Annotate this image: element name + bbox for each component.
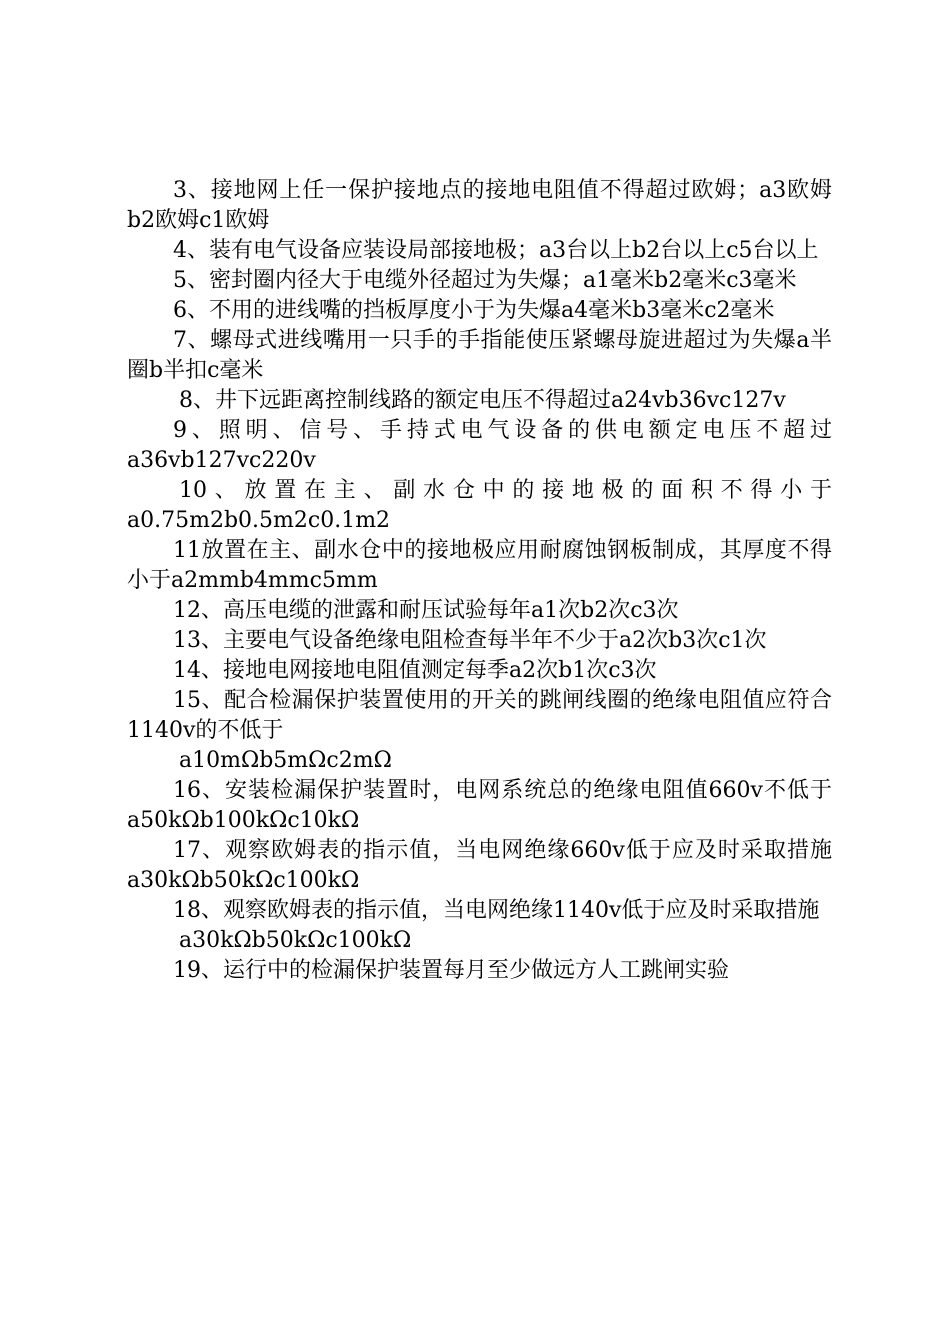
paragraph-item-10: 10、放置在主、副水仓中的接地极的面积不得小于a0.75m2b0.5m2c0.1m2 bbox=[127, 478, 832, 533]
paragraph-item-17: 17、观察欧姆表的指示值，当电网绝缘660v低于应及时采取措施a30kΩb50kΩc100kΩ bbox=[127, 838, 832, 893]
paragraph-item-15: 15、配合检漏保护装置使用的开关的跳闸线圈的绝缘电阻值应符合1140v的不低于 bbox=[127, 688, 832, 743]
paragraph-item-3: 3、接地网上任一保护接地点的接地电阻值不得超过欧姆；a3欧姆b2欧姆c1欧姆 bbox=[127, 178, 832, 233]
paragraph-item-15-options: a10mΩb5mΩc2mΩ bbox=[179, 748, 392, 773]
paragraph-item-11: 11放置在主、副水仓中的接地极应用耐腐蚀钢板制成，其厚度不得小于a2mmb4mmc5mm bbox=[127, 538, 832, 593]
paragraph-item-7: 7、螺母式进线嘴用一只手的手指能使压紧螺母旋进超过为失爆a半圈b半扣c毫米 bbox=[127, 328, 832, 383]
paragraph-item-13: 13、主要电气设备绝缘电阻检查每半年不少于a2次b3次c1次 bbox=[173, 628, 767, 653]
paragraph-item-6: 6、不用的进线嘴的挡板厚度小于为失爆a4毫米b3毫米c2毫米 bbox=[173, 298, 775, 323]
paragraph-item-9: 9、照明、信号、手持式电气设备的供电额定电压不超过a36vb127vc220v bbox=[127, 418, 832, 473]
paragraph-item-5: 5、密封圈内径大于电缆外径超过为失爆；a1毫米b2毫米c3毫米 bbox=[173, 268, 797, 293]
paragraph-item-18-options: a30kΩb50kΩc100kΩ bbox=[179, 928, 412, 953]
paragraph-item-12: 12、高压电缆的泄露和耐压试验每年a1次b2次c3次 bbox=[173, 598, 679, 623]
paragraph-item-19: 19、运行中的检漏保护装置每月至少做远方人工跳闸实验 bbox=[173, 958, 729, 983]
paragraph-item-16: 16、安装检漏保护装置时，电网系统总的绝缘电阻值660v不低于a50kΩb100kΩc10kΩ bbox=[127, 778, 832, 833]
paragraph-item-18: 18、观察欧姆表的指示值，当电网绝缘1140v低于应及时采取措施 bbox=[173, 898, 820, 923]
paragraph-item-4: 4、装有电气设备应装设局部接地极；a3台以上b2台以上c5台以上 bbox=[173, 238, 819, 263]
paragraph-item-8: 8、井下远距离控制线路的额定电压不得超过a24vb36vc127v bbox=[179, 388, 786, 413]
paragraph-item-14: 14、接地电网接地电阻值测定每季a2次b1次c3次 bbox=[173, 658, 657, 683]
